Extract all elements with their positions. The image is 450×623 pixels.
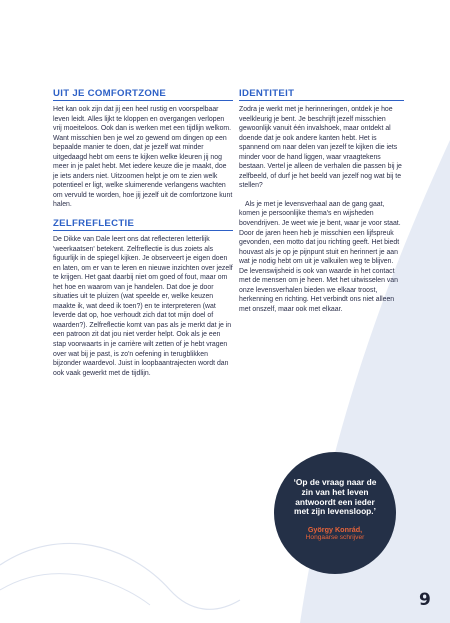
zelfreflectie-body: De Dikke van Dale leert ons dat reflecteren letterlijk 'weerkaatsen' betekent. Zelfreflectie is dus zoiets als figuurlijk in de spiegel kijken. Je observeert je eigen doen en laten, om er van te leren en nieuwe inzichten over jezelf te krijgen. Het gaat daarbij niet om goed of fout, maar om het hoe en waarom van je handelen. Dat doe je door situaties uit te pluizen (wat speelde er, welke keuzen maakte ik, wat deed ik toen?) en te interpreteren (wat leverde dat op, hoe verhoudt zich dat tot mijn doel of waarden?). Zelfreflectie komt van pas als je merkt dat je in een patroon zit dat jou niet verder helpt. Ook als je een stap voorwaarts in je carrière wilt zetten of je hebt vragen over wat bij je past, is zo'n oefening in terugblikken bijzonder waardevol. Juist in loopbaantrajecten wordt dan ook vaak gewerkt met de tijdlijn. bbox=[53, 236, 233, 377]
quote-text: ‘Op de vraag naar de zin van het leven antwoordt een ieder met zijn levensloop.’ bbox=[293, 477, 377, 517]
right-column bbox=[239, 88, 404, 314]
page-number: 9 bbox=[419, 590, 431, 610]
section-heading-zelfreflectie: ZELFREFLECTIE bbox=[53, 218, 233, 231]
section-heading-identiteit: IDENTITEIT bbox=[239, 88, 404, 101]
section-heading-comfortzone: UIT JE COMFORTZONE bbox=[53, 88, 233, 101]
quote-author: György Konrád, bbox=[307, 524, 363, 534]
left-column bbox=[53, 88, 233, 378]
quote-badge bbox=[274, 452, 396, 574]
quote-author-role: Hongaarse schrijver bbox=[305, 533, 365, 541]
comfortzone-body: Het kan ook zijn dat jij een heel rustig en voorspelbaar leven leidt. Alles lijkt te kloppen en overgangen verlopen vrij moeiteloos. Ook dan is werken met een tijdlijn welkom. Want misschien ben je wel zo gewend om dingen op een bepaalde manier te doen, dat je jezelf wat minder uitgedaagd hebt om eens te kijken welke kleuren jij nog meer in je palet hebt. Met iedere keuze die je maakt, doe je iets anders niet. Uitzoomen helpt je om te zien welk potentieel er ligt, welke sluimerende verlangens wachten om vervuld te worden, hoe jij jezelf uit de comfortzone kunt halen. bbox=[53, 106, 233, 209]
identiteit-paragraph-1: Zodra je werkt met je herinneringen, ontdek je hoe veelkleurig je bent. Je beschrijft jezelf misschien gewoonlijk vanuit één invalshoek, maar ontdekt al doende dat je ook andere kanten hebt. Het is spannend om naar delen van jezelf te kijken die iets minder voor de hand liggen, waar vraagtekens bestaan. Vertel je alleen de verhalen die passen bij je zelfbeeld, of durf je het beeld van jezelf nog wat bij te stellen? bbox=[239, 106, 402, 190]
identiteit-paragraph-2: Als je met je levensverhaal aan de gang gaat, komen je persoonlijke thema's en wijsheden bovendrijven. Je weet wie je bent, waar je voor staat. Door de jaren heen heb je misschien een lijfspreuk gevonden, een motto dat jou richting geeft. Het biedt houvast als je op je pijnpunt stuit en herinnert je aan wat je nodig hebt om uit je valkuilen weg te blijven. De levenswijsheid is ook van waarde in het contact met de mensen om je heen. Met het uitwisselen van onze levensverhalen bieden we elkaar troost, herkenning en richting. Het verbindt ons niet alleen met onszelf, maar ook met elkaar. bbox=[239, 200, 401, 313]
